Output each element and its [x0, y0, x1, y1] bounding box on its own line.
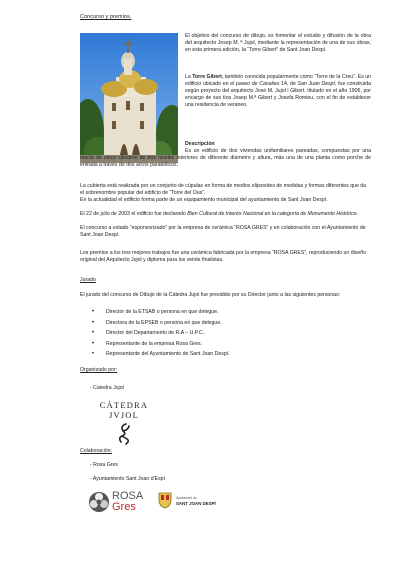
torre-italic-2: San Juan Despí [297, 81, 335, 87]
descripcion-p2: La cubierta está realizada por un conjunto de cúpulas en forma de medios elipsoides de medidas y formas diferentes que da el sobrenombre popular del edificio de “Torre del Ous”. [80, 183, 367, 196]
jurado-intro: El jurado del concurso de Dibujo de la Cátedra Jujol fue presidido por su Director junto a las siguientes personas: [80, 292, 341, 298]
list-item: • Director de la ETSAB o persona en que delegue. [92, 309, 372, 320]
intro-paragraph: El objetivo del concurso de dibujo, es fomentar el estudio y difusión de la obra del arquitecto Josep M. ª Jujol, mediante la representación de una de sus obras, en esta primera edición, la “Torre Gibert” de Sant Joan Despí. [185, 33, 371, 53]
rosa-gres-flower-icon [88, 491, 110, 513]
sponsor-logos [88, 491, 238, 516]
catedra-logo-line1: CÀTEDRA [99, 400, 149, 410]
descripcion-p5: El concurso a estado “esponsorizado” por la empresa de cerámica “ROSA GRES” y en colaboración con el Ayuntamiento de Sant Joan Despí. [80, 225, 366, 238]
colaboracion-title: Colaboración: [80, 448, 113, 454]
torre-text-2: 14, de [279, 81, 298, 87]
torre-italic-1: paseo de Canalies [235, 81, 280, 87]
list-item: • Director del Departamento de R.A – U.P.C. [92, 330, 372, 341]
ajuntament-name: SANT JOAN DESPÍ [176, 501, 216, 506]
descripcion-p6: Los premios a los tres mejores trabajos fue una cerámica fabricada por la empresa “ROSA GRES”, reproduciendo un diseño original del Arquitecto Jujol y diploma para los veinte finalistas. [80, 250, 367, 263]
catedra-logo-line2: JVJOL [108, 410, 140, 420]
jurado-list [92, 309, 372, 362]
colaboracion-item: - Ayuntamiento Sant Joan d'Espí [90, 476, 166, 482]
torre-gibert-photo [80, 33, 178, 163]
torre-lead: La [185, 74, 193, 80]
catedra-jujol-logo [94, 400, 154, 446]
descripcion-p3: En la actualidad el edificio forma parte de un equipamiento municipal del ayuntamiento de Sant Joan Despí. [80, 197, 328, 203]
descripcion-title: Descripción [185, 141, 215, 147]
p4-text: El 22 de julio de 2003 el edificio fue declarado [80, 211, 188, 217]
torre-text-1: , también conocida popularmente como “Torre de la Creu”. Es un edificio ubicado en el [185, 74, 372, 87]
torre-name: Torre Gibert [192, 74, 222, 80]
p4-end: . [356, 211, 359, 217]
p4-italic: Bien Cultural de Interés Nacional en la categoría de Monumento Histórico [187, 211, 357, 217]
torre-text-3: , fue construida según proyecto del arquitecto José M. Jujol i Gibert, titulado en el año 1906, por encargo de sus tíos Josep M.ª Gibert y Josefa Romieu, con el fin de establecer una residencia de veraneo. [185, 81, 371, 108]
rosa-gres-wordmark-line2: Gres [112, 501, 136, 513]
organizado-item: - Catedra Jujol [90, 385, 124, 391]
list-item: • Directora de la EPSEB o persona en que delegue. [92, 320, 372, 331]
colaboracion-item: - Rosa Gres [90, 462, 118, 468]
organizado-title: Organizado por: [80, 367, 118, 373]
torre-gibert-paragraph [185, 74, 371, 109]
ajuntament-shield-icon [158, 491, 172, 509]
jujol-monogram-icon [114, 422, 134, 446]
jurado-title: Jurado [80, 277, 96, 283]
list-item: • Representante de la empresa Rosa Gres. [92, 341, 372, 352]
descripcion-p4 [80, 211, 371, 218]
rosa-gres-wordmark-line1: ROSA [112, 490, 144, 502]
section-heading: Concurso y premios. [80, 14, 132, 20]
list-item: • Representante del Ayuntamiento de Sant Joan Despí. [92, 351, 372, 362]
ajuntament-label: Ajuntament de [176, 496, 197, 500]
descripcion-p1: Es un edificio de dos viviendas unifamiliares pareadas, compuestas por una macla de cinco cilindros de dos niveles interiores de diferente diámetro y altura, más una de una planta como porche de entrada a través de dos arcos parabólicos. [80, 148, 371, 168]
